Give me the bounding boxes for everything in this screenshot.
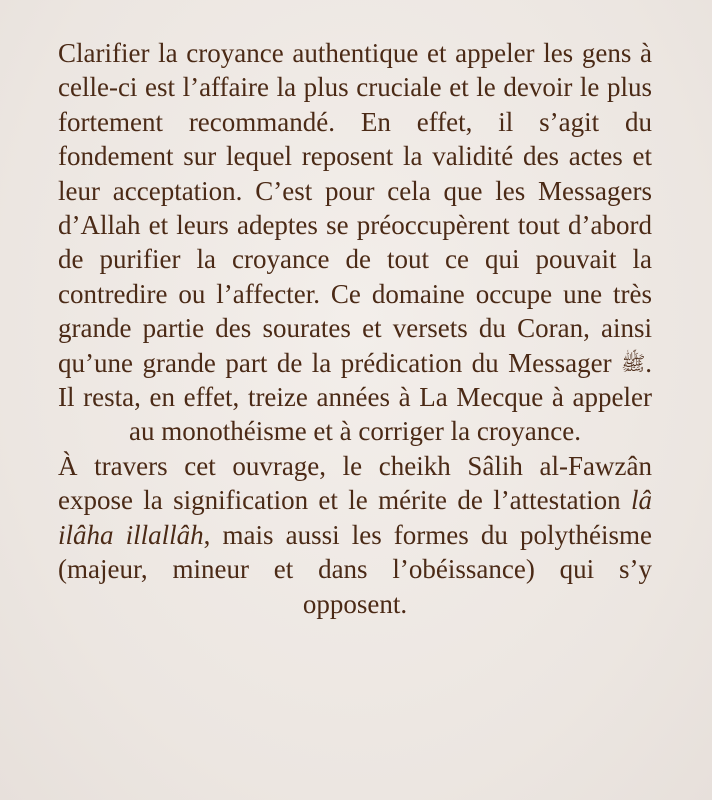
- description-text: [58, 36, 652, 621]
- paragraph-summary-continuation: , mais aussi les formes du polythéisme (majeur, mineur et dans l’obéissance) qui s’y opposent.: [58, 519, 652, 619]
- paragraph-summary-text: À travers cet ouvrage, le cheikh Sâlih al-Fawzân expose la signification et le mérite de l’attestation: [58, 450, 652, 516]
- paragraph-intro-continuation: . Il resta, en effet, treize années à La Mecque à appeler au monothéisme et à corriger la croyance.: [58, 347, 653, 447]
- paragraph-summary: [58, 449, 652, 621]
- paragraph-intro-text: Clarifier la croyance authentique et appeler les gens à celle-ci est l’affaire la plus cruciale et le devoir le plus fortement recommandé. En effet, il s’agit du fondement sur lequel reposent la validité des actes et leur acceptation. C’est pour cela que les Messagers d’Allah et leurs adeptes se préoccupèrent tout d’abord de purifier la croyance de tout ce qui pouvait la contredire ou l’affecter. Ce domaine occupe une très grande partie des sourates et versets du Coran, ainsi qu’une grande part de la prédication du Messager: [58, 38, 652, 378]
- honorific-glyph: ﷺ: [621, 350, 646, 375]
- attestation-phrase: lâ ilâha illallâh: [58, 485, 653, 550]
- paragraph-intro: [58, 36, 652, 449]
